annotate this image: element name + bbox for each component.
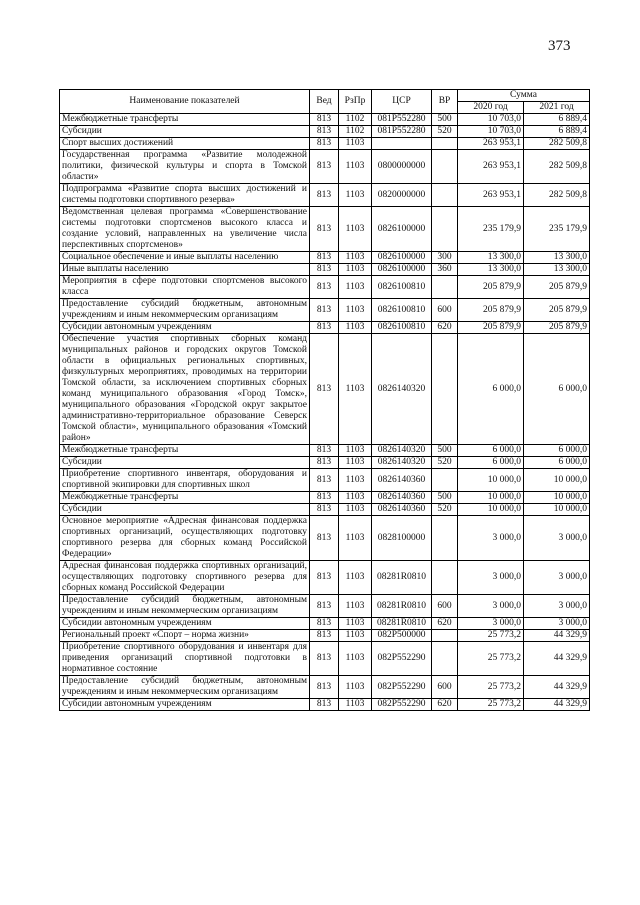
row-vr-cell: 620 — [432, 322, 458, 334]
row-rzpr-cell: 1103 — [339, 207, 372, 252]
row-ved-cell: 813 — [310, 207, 339, 252]
row-vr-cell — [432, 207, 458, 252]
row-ved-cell: 813 — [310, 504, 339, 516]
row-sum-2020-cell: 10 000,0 — [458, 469, 524, 492]
row-name-cell: Субсидии автономным учреждениям — [60, 618, 310, 630]
row-rzpr-cell: 1103 — [339, 561, 372, 595]
row-ved-cell: 813 — [310, 457, 339, 469]
row-vr-cell: 620 — [432, 699, 458, 711]
row-sum-2021-cell: 3 000,0 — [524, 618, 590, 630]
row-ved-cell: 813 — [310, 138, 339, 150]
row-csr-cell: 0826140360 — [372, 492, 432, 504]
row-sum-2021-cell: 6 000,0 — [524, 445, 590, 457]
row-csr-cell: 0826140320 — [372, 445, 432, 457]
table-row — [60, 630, 590, 642]
row-vr-cell — [432, 561, 458, 595]
row-rzpr-cell: 1103 — [339, 469, 372, 492]
table-row — [60, 642, 590, 676]
row-name-cell: Субсидии — [60, 126, 310, 138]
row-vr-cell: 500 — [432, 445, 458, 457]
row-name-cell: Субсидии — [60, 457, 310, 469]
row-name-cell: Адресная финансовая поддержка спортивных организаций, осуществляющих подготовку спортивного резерва для сборных команд Российской Федерации — [60, 561, 310, 595]
row-csr-cell: 082P552290 — [372, 699, 432, 711]
row-sum-2021-cell: 13 300,0 — [524, 264, 590, 276]
row-sum-2020-cell: 6 000,0 — [458, 457, 524, 469]
row-sum-2020-cell: 10 000,0 — [458, 492, 524, 504]
row-csr-cell: 0826100810 — [372, 276, 432, 299]
row-rzpr-cell: 1103 — [339, 184, 372, 207]
row-name-cell: Ведомственная целевая программа «Совершенствование системы подготовки спортсменов высокого класса и создание условий, направленных на увеличение числа перспективных спортсменов» — [60, 207, 310, 252]
row-rzpr-cell: 1103 — [339, 150, 372, 184]
row-csr-cell: 0826140320 — [372, 457, 432, 469]
row-ved-cell: 813 — [310, 676, 339, 699]
row-ved-cell: 813 — [310, 334, 339, 445]
row-csr-cell: 08281R0810 — [372, 561, 432, 595]
row-rzpr-cell: 1103 — [339, 595, 372, 618]
row-ved-cell: 813 — [310, 322, 339, 334]
table-row — [60, 469, 590, 492]
table-row — [60, 492, 590, 504]
row-ved-cell: 813 — [310, 252, 339, 264]
row-csr-cell: 0800000000 — [372, 150, 432, 184]
table-row — [60, 264, 590, 276]
row-ved-cell: 813 — [310, 126, 339, 138]
row-csr-cell: 08281R0810 — [372, 618, 432, 630]
row-ved-cell: 813 — [310, 561, 339, 595]
row-csr-cell: 0826100810 — [372, 299, 432, 322]
row-rzpr-cell: 1103 — [339, 516, 372, 561]
row-name-cell: Спорт высших достижений — [60, 138, 310, 150]
header-vr: ВР — [432, 90, 458, 114]
row-vr-cell: 600 — [432, 676, 458, 699]
table-row — [60, 126, 590, 138]
table-row — [60, 618, 590, 630]
row-csr-cell — [372, 138, 432, 150]
row-rzpr-cell: 1103 — [339, 457, 372, 469]
table-row — [60, 561, 590, 595]
row-vr-cell: 600 — [432, 595, 458, 618]
row-csr-cell: 082P500000 — [372, 630, 432, 642]
row-ved-cell: 813 — [310, 184, 339, 207]
row-ved-cell: 813 — [310, 492, 339, 504]
row-ved-cell: 813 — [310, 150, 339, 184]
row-ved-cell: 813 — [310, 276, 339, 299]
row-rzpr-cell: 1103 — [339, 138, 372, 150]
row-name-cell: Обеспечение участия спортивных сборных команд муниципальных районов и городских округов Томской области в официальных региональных спортивных, физкультурных мероприятиях, проводимых на территории Томской области, за исключением спортивных сборных команд муниципального образования «Город Томск», муниципального образования «Городской округ закрытое административно-территориальное образование Северск Томской области», муниципального образования «Томский район» — [60, 334, 310, 445]
row-vr-cell — [432, 138, 458, 150]
row-vr-cell — [432, 334, 458, 445]
row-name-cell: Субсидии — [60, 504, 310, 516]
row-sum-2021-cell: 282 509,8 — [524, 184, 590, 207]
row-name-cell: Региональный проект «Спорт – норма жизни» — [60, 630, 310, 642]
page-number: 373 — [548, 38, 571, 54]
row-sum-2021-cell: 205 879,9 — [524, 299, 590, 322]
row-name-cell: Приобретение спортивного оборудования и инвентаря для приведения организаций спортивной подготовки в нормативное состояние — [60, 642, 310, 676]
header-ved: Вед — [310, 90, 339, 114]
row-name-cell: Социальное обеспечение и иные выплаты населению — [60, 252, 310, 264]
row-rzpr-cell: 1103 — [339, 276, 372, 299]
row-ved-cell: 813 — [310, 618, 339, 630]
budget-table — [59, 89, 590, 711]
row-rzpr-cell: 1103 — [339, 642, 372, 676]
row-rzpr-cell: 1103 — [339, 676, 372, 699]
row-name-cell: Предоставление субсидий бюджетным, автономным учреждениям и иным некоммерческим организациям — [60, 595, 310, 618]
row-vr-cell — [432, 630, 458, 642]
row-name-cell: Межбюджетные трансферты — [60, 114, 310, 126]
row-csr-cell: 08281R0810 — [372, 595, 432, 618]
row-sum-2020-cell: 263 953,1 — [458, 184, 524, 207]
row-sum-2020-cell: 205 879,9 — [458, 322, 524, 334]
row-sum-2021-cell: 44 329,9 — [524, 699, 590, 711]
header-csr: ЦСР — [372, 90, 432, 114]
row-csr-cell: 081P552280 — [372, 126, 432, 138]
row-vr-cell: 620 — [432, 618, 458, 630]
row-name-cell: Иные выплаты населению — [60, 264, 310, 276]
row-sum-2020-cell: 235 179,9 — [458, 207, 524, 252]
row-vr-cell: 520 — [432, 126, 458, 138]
row-vr-cell — [432, 516, 458, 561]
header-year-2021: 2021 год — [524, 102, 590, 114]
row-ved-cell: 813 — [310, 114, 339, 126]
table-body — [60, 114, 590, 711]
row-rzpr-cell: 1103 — [339, 699, 372, 711]
row-sum-2020-cell: 10 703,0 — [458, 114, 524, 126]
row-csr-cell: 0826140360 — [372, 469, 432, 492]
table-row — [60, 150, 590, 184]
row-sum-2021-cell: 13 300,0 — [524, 252, 590, 264]
row-name-cell: Предоставление субсидий бюджетным, автономным учреждениям и иным некоммерческим организациям — [60, 299, 310, 322]
row-sum-2020-cell: 205 879,9 — [458, 276, 524, 299]
row-ved-cell: 813 — [310, 699, 339, 711]
row-ved-cell: 813 — [310, 264, 339, 276]
row-sum-2020-cell: 3 000,0 — [458, 618, 524, 630]
row-sum-2021-cell: 10 000,0 — [524, 504, 590, 516]
row-name-cell: Субсидии автономным учреждениям — [60, 699, 310, 711]
row-rzpr-cell: 1103 — [339, 630, 372, 642]
row-rzpr-cell: 1103 — [339, 445, 372, 457]
row-sum-2020-cell: 13 300,0 — [458, 252, 524, 264]
row-sum-2020-cell: 25 773,2 — [458, 630, 524, 642]
row-sum-2021-cell: 282 509,8 — [524, 138, 590, 150]
row-sum-2020-cell: 263 953,1 — [458, 150, 524, 184]
row-csr-cell: 082P552290 — [372, 676, 432, 699]
table-row — [60, 322, 590, 334]
row-csr-cell: 0826100000 — [372, 252, 432, 264]
row-sum-2021-cell: 3 000,0 — [524, 561, 590, 595]
row-csr-cell: 0826100000 — [372, 207, 432, 252]
row-sum-2020-cell: 13 300,0 — [458, 264, 524, 276]
row-sum-2020-cell: 3 000,0 — [458, 595, 524, 618]
row-sum-2020-cell: 263 953,1 — [458, 138, 524, 150]
table-row — [60, 504, 590, 516]
row-csr-cell: 082P552290 — [372, 642, 432, 676]
row-vr-cell: 300 — [432, 252, 458, 264]
row-rzpr-cell: 1102 — [339, 114, 372, 126]
row-sum-2021-cell: 6 000,0 — [524, 457, 590, 469]
row-name-cell: Предоставление субсидий бюджетным, автономным учреждениям и иным некоммерческим организациям — [60, 676, 310, 699]
row-rzpr-cell: 1103 — [339, 504, 372, 516]
table-row — [60, 445, 590, 457]
table-row — [60, 457, 590, 469]
row-name-cell: Приобретение спортивного инвентаря, оборудования и спортивной экипировки для спортивных школ — [60, 469, 310, 492]
row-vr-cell — [432, 469, 458, 492]
row-vr-cell: 520 — [432, 504, 458, 516]
table-row — [60, 595, 590, 618]
row-sum-2020-cell: 25 773,2 — [458, 642, 524, 676]
row-sum-2020-cell: 25 773,2 — [458, 699, 524, 711]
table-row — [60, 207, 590, 252]
row-rzpr-cell: 1103 — [339, 322, 372, 334]
table-row — [60, 114, 590, 126]
row-rzpr-cell: 1103 — [339, 252, 372, 264]
row-csr-cell: 0820000000 — [372, 184, 432, 207]
row-sum-2021-cell: 10 000,0 — [524, 469, 590, 492]
row-rzpr-cell: 1103 — [339, 334, 372, 445]
row-ved-cell: 813 — [310, 469, 339, 492]
row-sum-2021-cell: 6 000,0 — [524, 334, 590, 445]
row-ved-cell: 813 — [310, 630, 339, 642]
table-row — [60, 699, 590, 711]
row-vr-cell: 520 — [432, 457, 458, 469]
row-csr-cell: 0826100810 — [372, 322, 432, 334]
row-sum-2021-cell: 44 329,9 — [524, 630, 590, 642]
row-vr-cell: 500 — [432, 492, 458, 504]
row-csr-cell: 0826140320 — [372, 334, 432, 445]
row-sum-2021-cell: 6 889,4 — [524, 126, 590, 138]
table-row — [60, 334, 590, 445]
row-rzpr-cell: 1102 — [339, 126, 372, 138]
row-sum-2021-cell: 3 000,0 — [524, 595, 590, 618]
row-ved-cell: 813 — [310, 516, 339, 561]
row-sum-2020-cell: 25 773,2 — [458, 676, 524, 699]
row-name-cell: Государственная программа «Развитие молодежной политики, физической культуры и спорта в Томской области» — [60, 150, 310, 184]
row-csr-cell: 0826140360 — [372, 504, 432, 516]
row-csr-cell: 081P552280 — [372, 114, 432, 126]
table-row — [60, 516, 590, 561]
row-name-cell: Межбюджетные трансферты — [60, 445, 310, 457]
table-row — [60, 676, 590, 699]
row-vr-cell: 600 — [432, 299, 458, 322]
table-row — [60, 299, 590, 322]
row-csr-cell: 0826100000 — [372, 264, 432, 276]
row-name-cell: Подпрограмма «Развитие спорта высших достижений и системы подготовки спортивного резерва» — [60, 184, 310, 207]
table-row — [60, 252, 590, 264]
row-sum-2021-cell: 205 879,9 — [524, 322, 590, 334]
table-row — [60, 276, 590, 299]
row-sum-2020-cell: 10 703,0 — [458, 126, 524, 138]
row-sum-2021-cell: 6 889,4 — [524, 114, 590, 126]
header-sum: Сумма — [458, 90, 590, 102]
row-sum-2021-cell: 44 329,9 — [524, 676, 590, 699]
row-vr-cell — [432, 184, 458, 207]
row-rzpr-cell: 1103 — [339, 299, 372, 322]
table-row — [60, 184, 590, 207]
row-sum-2021-cell: 235 179,9 — [524, 207, 590, 252]
row-name-cell: Субсидии автономным учреждениям — [60, 322, 310, 334]
row-sum-2020-cell: 6 000,0 — [458, 445, 524, 457]
row-sum-2021-cell: 3 000,0 — [524, 516, 590, 561]
row-name-cell: Мероприятия в сфере подготовки спортсменов высокого класса — [60, 276, 310, 299]
row-sum-2021-cell: 10 000,0 — [524, 492, 590, 504]
row-ved-cell: 813 — [310, 595, 339, 618]
row-rzpr-cell: 1103 — [339, 264, 372, 276]
row-vr-cell — [432, 150, 458, 184]
row-rzpr-cell: 1103 — [339, 618, 372, 630]
row-sum-2020-cell: 10 000,0 — [458, 504, 524, 516]
row-csr-cell: 0828100000 — [372, 516, 432, 561]
header-name: Наименование показателей — [60, 90, 310, 114]
row-sum-2021-cell: 205 879,9 — [524, 276, 590, 299]
row-sum-2020-cell: 6 000,0 — [458, 334, 524, 445]
row-vr-cell — [432, 642, 458, 676]
row-ved-cell: 813 — [310, 299, 339, 322]
table-row — [60, 138, 590, 150]
row-sum-2020-cell: 205 879,9 — [458, 299, 524, 322]
row-rzpr-cell: 1103 — [339, 492, 372, 504]
row-name-cell: Основное мероприятие «Адресная финансовая поддержка спортивных организаций, осуществляющих подготовку спортивного резерва для сборных команд Российской Федерации» — [60, 516, 310, 561]
header-year-2020: 2020 год — [458, 102, 524, 114]
row-ved-cell: 813 — [310, 445, 339, 457]
row-sum-2020-cell: 3 000,0 — [458, 516, 524, 561]
row-vr-cell: 500 — [432, 114, 458, 126]
row-sum-2021-cell: 282 509,8 — [524, 150, 590, 184]
row-name-cell: Межбюджетные трансферты — [60, 492, 310, 504]
row-vr-cell — [432, 276, 458, 299]
row-sum-2021-cell: 44 329,9 — [524, 642, 590, 676]
header-rzpr: РзПр — [339, 90, 372, 114]
row-sum-2020-cell: 3 000,0 — [458, 561, 524, 595]
row-vr-cell: 360 — [432, 264, 458, 276]
row-ved-cell: 813 — [310, 642, 339, 676]
